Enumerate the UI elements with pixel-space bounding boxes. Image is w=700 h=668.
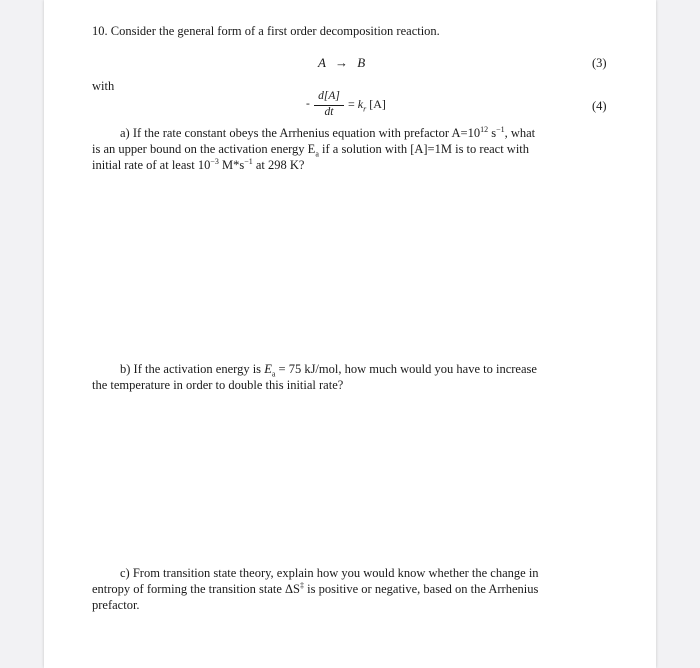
part-a-text-3c: at 298 K?	[252, 158, 305, 172]
part-c-text-2b: is positive or negative, based on the Arrhenius	[304, 582, 539, 596]
part-b-label: b)	[120, 362, 131, 376]
part-a-text-3b: M*s	[218, 158, 245, 172]
part-a-text-2a: is an upper bound on the activation energy E	[92, 142, 316, 156]
reaction-equation	[318, 55, 365, 71]
part-b-line-2: the temperature in order to double this initial rate?	[92, 378, 344, 392]
part-b-text-1a: If the activation energy is	[133, 362, 265, 376]
with-label: with	[92, 79, 115, 93]
part-a-line-3	[92, 157, 304, 173]
part-b-ea-sub: a	[271, 369, 276, 379]
part-a-text-1b: , what	[504, 126, 536, 140]
part-b-line-1	[120, 361, 537, 377]
rate-law-equals: =	[348, 97, 355, 111]
document-page	[44, 0, 656, 668]
part-a-line-1	[120, 125, 535, 141]
part-a-sub-2: a	[315, 149, 319, 159]
part-a-exp-3b: −1	[244, 156, 253, 166]
equation-number-4: (4)	[592, 99, 607, 113]
equation-number-3: (3)	[592, 56, 607, 70]
part-a-exp-3: −3	[210, 156, 219, 166]
rate-law-concentration: [A]	[369, 97, 386, 111]
reactant: A	[318, 55, 326, 70]
reaction-arrow: →	[334, 55, 348, 70]
part-a-line-2	[92, 141, 529, 157]
part-c-text-1: From transition state theory, explain how you would know whether the change in	[132, 566, 539, 580]
question-intro-line	[92, 23, 440, 39]
rate-law-minus: -	[306, 98, 310, 110]
rate-law-rhs	[348, 97, 386, 112]
part-c-line-2	[92, 581, 538, 597]
part-b-ea: E	[264, 362, 272, 376]
part-c-line-3: prefactor.	[92, 598, 140, 612]
product: B	[357, 55, 366, 70]
rate-law-denominator: dt	[324, 106, 334, 118]
rate-law-numerator: d[A]	[318, 90, 340, 102]
part-a-text-1a: If the rate constant obeys the Arrhenius equation with prefactor A=10	[132, 126, 481, 140]
part-c-label: c)	[120, 566, 130, 580]
rate-constant-sub: r	[363, 104, 367, 114]
part-b-ea-value: = 75 kJ/mol	[275, 362, 339, 376]
part-a-unit-1: s	[488, 126, 497, 140]
part-b-text-1b: , how much would you have to increase	[338, 362, 537, 376]
part-c-double-dagger: ‡	[300, 580, 305, 590]
question-number: 10.	[92, 24, 108, 38]
part-a-label: a)	[120, 126, 130, 140]
part-a-exp-1: 12	[480, 124, 489, 134]
part-c-text-2a: entropy of forming the transition state ΔS	[92, 582, 301, 596]
part-a-text-3a: initial rate of at least 10	[92, 158, 211, 172]
part-c-line-1	[120, 565, 539, 581]
part-a-text-2b: if a solution with [A]=1M is to react with	[318, 142, 530, 156]
part-a-unit-exp-1: −1	[496, 124, 505, 134]
rate-constant: k	[357, 97, 364, 111]
question-intro-text: Consider the general form of a first order decomposition reaction.	[110, 24, 440, 38]
